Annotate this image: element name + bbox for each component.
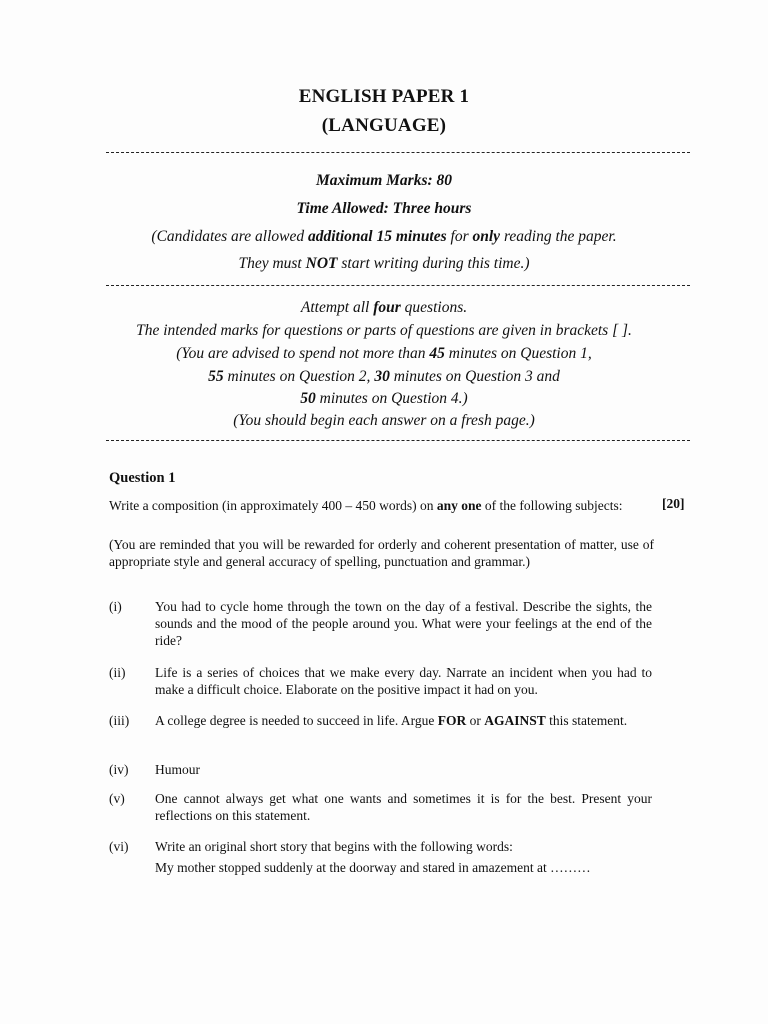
option-text: Life is a series of choices that we make every day. Narrate an incident when you had to make a difficult choice. Elaborate on the positive impact it had on you. [155, 665, 652, 697]
option-text: Write an original short story that begins with the following words: [155, 839, 513, 854]
bold-fragment: 55 [208, 368, 224, 385]
bold-fragment: additional 15 minutes [307, 228, 447, 245]
text-fragment: (You are advised to spend not more than [176, 345, 430, 362]
paper-subtitle: (LANGUAGE) [321, 115, 447, 136]
fresh-page-note: (You should begin each answer on a fresh page.) [233, 412, 535, 429]
divider-3 [106, 440, 690, 441]
advice-line-2 [0, 368, 768, 386]
question-1-marks: [20] [662, 496, 685, 511]
bold-fragment: FOR [437, 713, 467, 728]
text-fragment: of the following subjects: [481, 498, 623, 513]
advice-line-1 [0, 345, 768, 363]
bold-fragment: 30 [374, 368, 390, 385]
bold-fragment: AGAINST [484, 713, 546, 728]
text-fragment: minutes on Question 1, [444, 345, 592, 362]
bold-fragment: only [472, 228, 501, 245]
reading-time-line-2 [0, 255, 768, 273]
option-text [155, 712, 652, 729]
divider-2 [106, 285, 690, 286]
text-fragment: A college degree is needed to succeed in life. Argue [155, 713, 438, 728]
bold-fragment: NOT [305, 255, 338, 272]
paper-title: ENGLISH PAPER 1 [298, 86, 470, 107]
max-marks: Maximum Marks: 80 [315, 172, 453, 189]
option-number: (i) [109, 599, 122, 614]
text-fragment: Attempt all [300, 299, 374, 316]
option-number: (ii) [109, 665, 126, 680]
bold-fragment: any one [436, 498, 482, 513]
text-fragment: this statement. [545, 713, 628, 728]
text-fragment: minutes on Question 4.) [315, 390, 468, 407]
option-number: (vi) [109, 839, 129, 854]
advice-line-3 [0, 390, 768, 408]
question-1-prompt [109, 497, 654, 514]
text-fragment: Write a composition (in approximately 400 – 450 words) on [109, 498, 437, 513]
question-1-heading: Question 1 [109, 470, 176, 486]
option-text: One cannot always get what one wants and sometimes it is for the best. Present your reflections on this statement. [155, 791, 652, 823]
text-fragment: minutes on Question 2, [223, 368, 375, 385]
bold-fragment: 45 [429, 345, 445, 362]
option-text: You had to cycle home through the town on the day of a festival. Describe the sights, the sounds and the mood of the people around you. What were your feelings at the end of the ride? [155, 599, 652, 648]
attempt-instruction [0, 299, 768, 317]
reading-time-line-1 [0, 228, 768, 246]
text-fragment: They must [238, 255, 306, 272]
marks-note: The intended marks for questions or parts of questions are given in brackets [ ]. [136, 322, 632, 339]
text-fragment: for [446, 228, 473, 245]
story-opening-line: My mother stopped suddenly at the doorway and stared in amazement at ……… [155, 860, 591, 875]
option-number: (iii) [109, 713, 130, 728]
text-fragment: questions. [400, 299, 468, 316]
option-number: (v) [109, 791, 125, 806]
option-text: Humour [155, 762, 200, 777]
option-number: (iv) [109, 762, 129, 777]
text-fragment: minutes on Question 3 and [389, 368, 560, 385]
bold-fragment: 50 [300, 390, 316, 407]
text-fragment: or [466, 713, 485, 728]
text-fragment: reading the paper. [500, 228, 617, 245]
text-fragment: (Candidates are allowed [151, 228, 308, 245]
text-fragment: start writing during this time.) [337, 255, 530, 272]
question-1-reminder: (You are reminded that you will be rewarded for orderly and coherent presentation of matter, use of appropriate style and general accuracy of spelling, punctuation and grammar.) [109, 537, 654, 569]
bold-fragment: four [373, 299, 401, 316]
time-allowed: Time Allowed: Three hours [296, 200, 472, 217]
divider-1 [106, 152, 690, 153]
